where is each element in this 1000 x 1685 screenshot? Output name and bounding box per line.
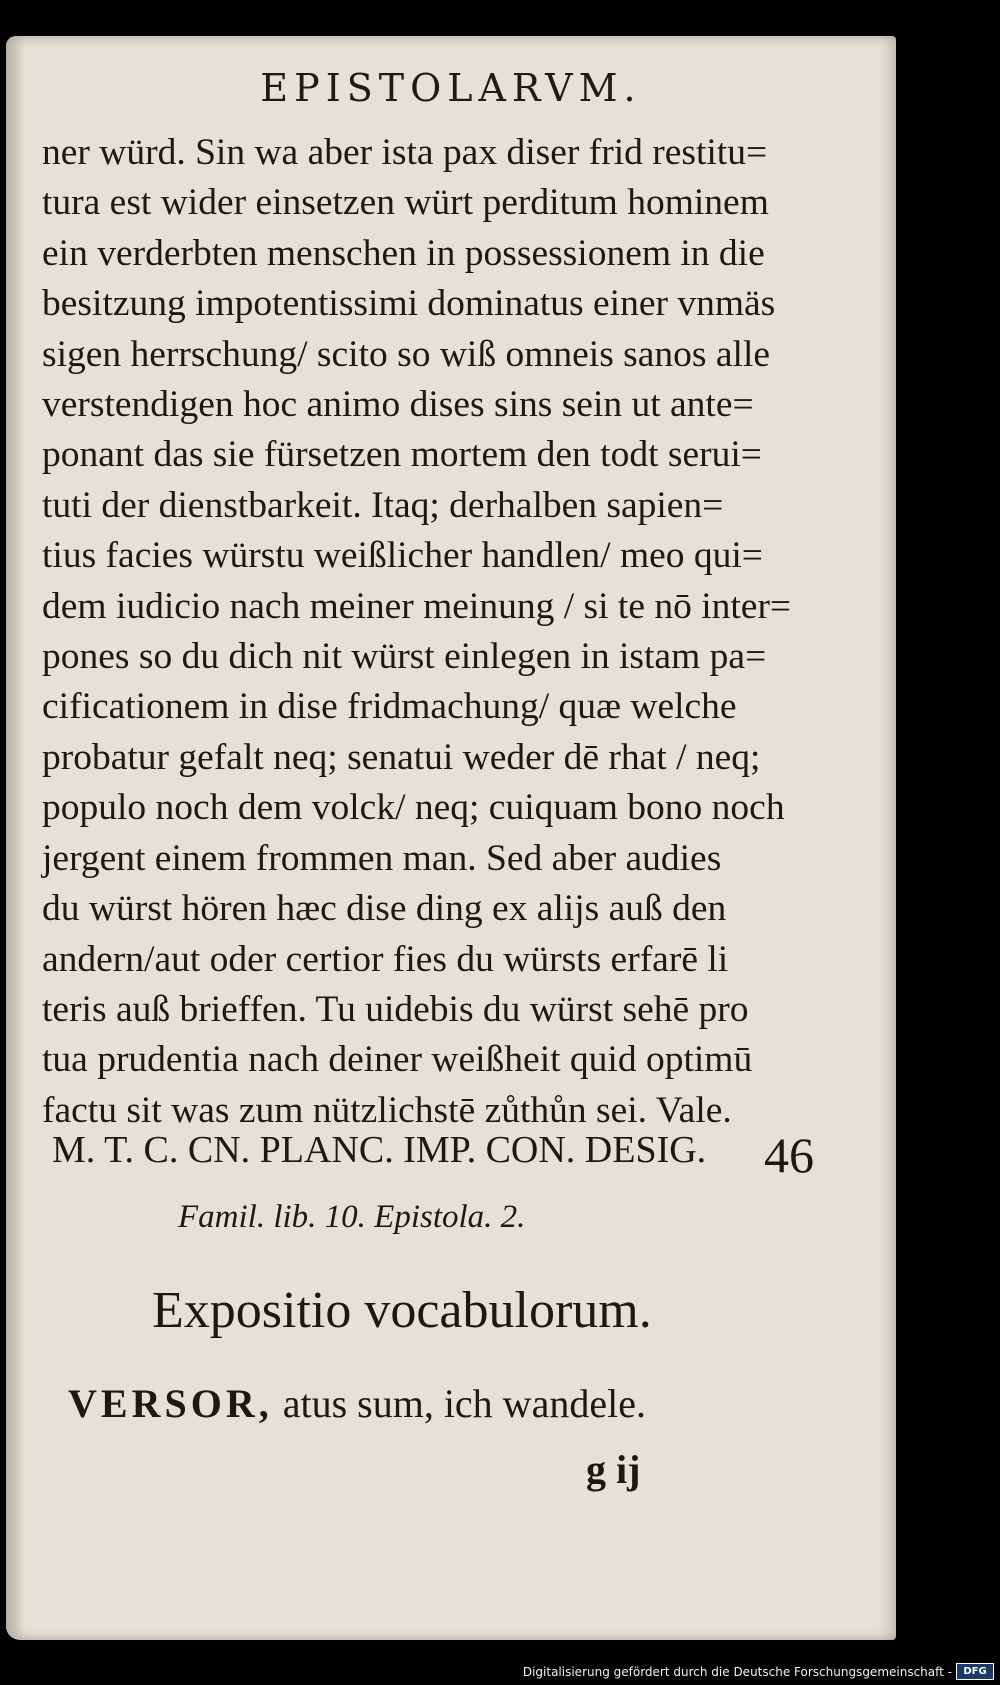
text-line: factu sit was zum nützlichstē zůthůn sei. Vale. (42, 1089, 732, 1131)
dfg-logo: DFG (956, 1663, 994, 1680)
text-line: tuti der dienstbarkeit. Itaq; derhalben sapien= (42, 484, 724, 526)
folio-number: 46 (764, 1127, 814, 1183)
text-line: probatur gefalt neq; senatui weder dē rhat / neq; (42, 736, 761, 778)
text-line: jergent einem frommen man. Sed aber audies (42, 837, 722, 879)
text-line: teris auß brieffen. Tu uidebis du würst sehē pro (42, 988, 749, 1030)
text-line: tius facies würstu weißlicher handlen/ meo qui= (42, 535, 763, 577)
text-line: ner würd. Sin wa aber ista pax diser frid restitu= (42, 132, 768, 173)
page-gutter-shadow (6, 36, 26, 1640)
letter-salutation: M. T. C. CN. PLANC. IMP. CON. DESIG. (52, 1129, 707, 1171)
letter-reference: Famil. lib. 10. Epistola. 2. (178, 1199, 526, 1235)
text-line: pones so du dich nit würst einlegen in istam pa= (42, 636, 767, 678)
text-line: tua prudentia nach deiner weißheit quid optimū (42, 1039, 753, 1081)
text-line: ponant das sie fürsetzen mortem den todt serui= (42, 434, 762, 476)
text-line: ein verderbten menschen in possessionem in die (42, 232, 765, 274)
vocabulary-entry (68, 1380, 646, 1427)
text-line: du würst hören hæc dise ding ex alijs auß den (42, 888, 727, 930)
text-line: besitzung impotentissimi dominatus einer vnmäs (42, 283, 776, 325)
vocabulary-headword: VERSOR, (68, 1381, 273, 1426)
signature-mark: g ij (586, 1447, 641, 1492)
text-line: cificationem in dise fridmachung/ quæ welche (42, 686, 737, 728)
section-title: Expositio vocabulorum. (152, 1282, 652, 1339)
text-line: populo noch dem volck/ neq; cuiquam bono noch (42, 787, 785, 829)
digitization-credit: Digitalisierung gefördert durch die Deutsche Forschungsgemeinschaft - (522, 1665, 952, 1679)
text-line: andern/aut oder certior fies du würsts erfarē li (42, 938, 729, 980)
running-head: EPISTOLARVM. (260, 66, 642, 110)
book-page (6, 36, 896, 1640)
vocabulary-gloss: atus sum, ich wandele. (272, 1381, 646, 1426)
text-line: verstendigen hoc animo dises sins sein ut ante= (42, 384, 754, 426)
text-line: dem iudicio nach meiner meinung / si te nō inter= (42, 585, 792, 627)
text-line: tura est wider einsetzen würt perditum hominem (42, 182, 769, 224)
letter-body (42, 128, 802, 1136)
text-line: sigen herrschung/ scito so wiß omneis sanos alle (42, 333, 771, 375)
